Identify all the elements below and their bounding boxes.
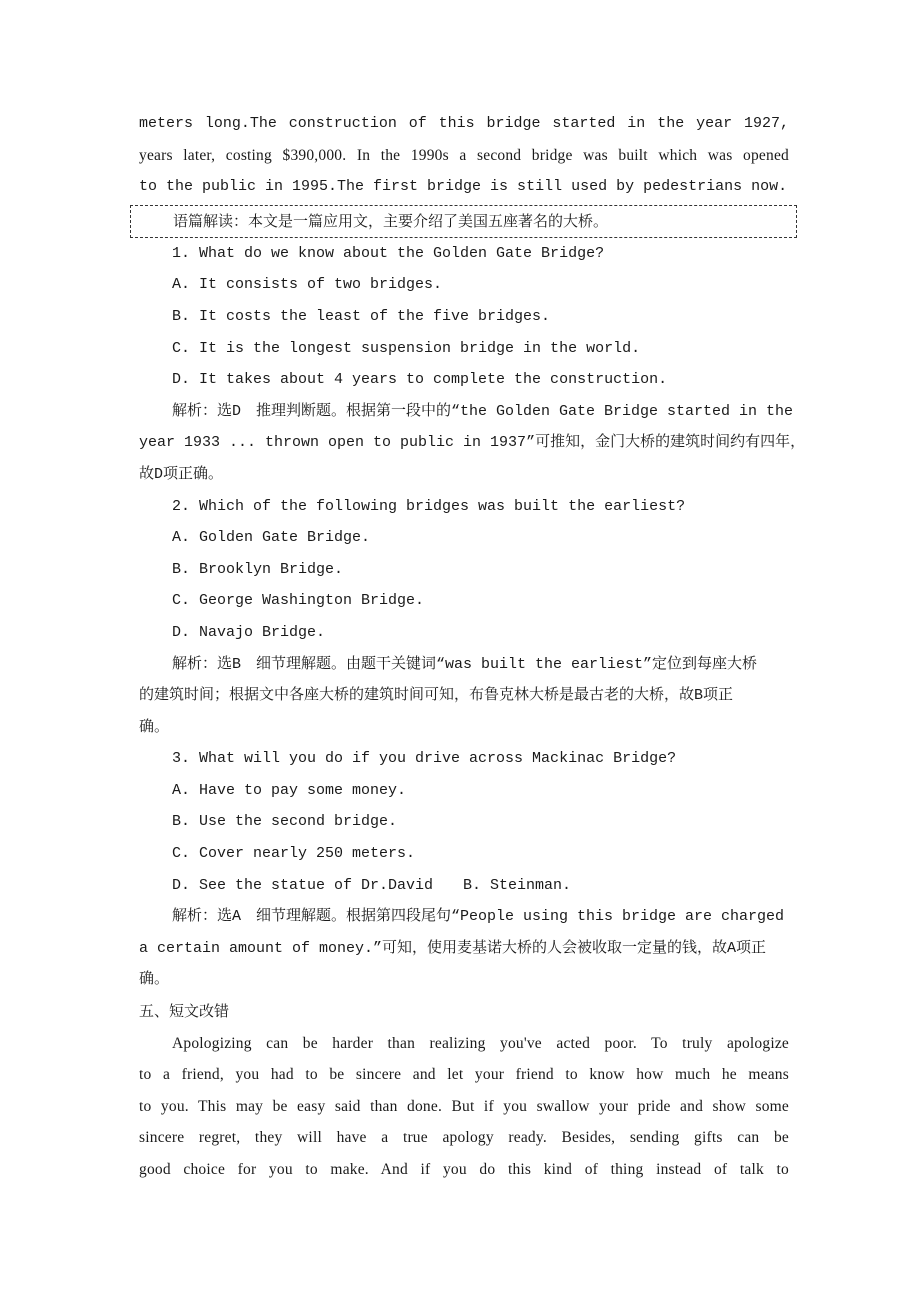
analysis-line: 解析：选D 推理判断题。根据第一段中的“the Golden Gate Bridge started in the bbox=[172, 402, 794, 420]
analysis-line: a certain amount of money.”可知，使用麦基诺大桥的人会被收取一定量的钱，故A项正 bbox=[139, 939, 767, 957]
analysis-line: 确。 bbox=[139, 971, 170, 989]
section-title: 五、短文改错 bbox=[139, 1002, 230, 1021]
option: C. George Washington Bridge. bbox=[172, 592, 425, 610]
question-stem: 1. What do we know about the Golden Gate Bridge? bbox=[172, 244, 605, 262]
correction-line: good choice for you to make. And if you do this kind of thing instead of talk to bbox=[139, 1161, 789, 1178]
option: A. It consists of two bridges. bbox=[172, 276, 443, 294]
question-2 bbox=[139, 491, 789, 744]
analysis-line: 的建筑时间；根据文中各座大桥的建筑时间可知，布鲁克林大桥是最古老的大桥，故B项正 bbox=[139, 687, 734, 705]
correction-line: to you. This may be easy said than done. But if you swallow your pride and show some bbox=[139, 1097, 789, 1115]
correction-line: to a friend, you had to be sincere and let your friend to know how much he means bbox=[139, 1066, 789, 1084]
document-page bbox=[139, 108, 806, 1186]
analysis-line: 确。 bbox=[139, 718, 170, 736]
option: C. Cover nearly 250 meters. bbox=[172, 845, 416, 863]
option: B. Brooklyn Bridge. bbox=[172, 560, 344, 578]
question-stem: 3. What will you do if you drive across Mackinac Bridge? bbox=[172, 750, 677, 768]
analysis-line: 解析：选A 细节理解题。根据第四段尾句“People using this bridge are charged bbox=[172, 908, 785, 926]
option: C. It is the longest suspension bridge in the world. bbox=[172, 339, 641, 357]
passage-line: years later, costing $390,000. In the 1990s a second bridge was built which was opened bbox=[139, 146, 789, 164]
passage-line: to the public in 1995.The first bridge is still used by pedestrians now. bbox=[139, 178, 788, 196]
correction-passage bbox=[139, 1028, 789, 1186]
question-stem: 2. Which of the following bridges was built the earliest? bbox=[172, 497, 686, 515]
option: D. Navajo Bridge. bbox=[172, 623, 326, 641]
option: A. Golden Gate Bridge. bbox=[172, 529, 371, 547]
option: D. See the statue of Dr.David B. Steinman. bbox=[172, 876, 572, 894]
question-1 bbox=[139, 238, 806, 491]
correction-line: sincere regret, they will have a true apology ready. Besides, sending gifts can be bbox=[139, 1129, 789, 1147]
summary-box: 语篇解读：本文是一篇应用文，主要介绍了美国五座著名的大桥。 bbox=[130, 205, 797, 238]
option: A. Have to pay some money. bbox=[172, 781, 407, 799]
question-3 bbox=[139, 743, 789, 996]
passage-line: meters long.The construction of this bridge started in the year 1927, bbox=[139, 115, 789, 132]
option: B. Use the second bridge. bbox=[172, 813, 398, 831]
analysis-line: 故D项正确。 bbox=[139, 465, 224, 483]
passage-end bbox=[139, 108, 789, 203]
option: B. It costs the least of the five bridges. bbox=[172, 307, 551, 325]
analysis-line: 解析：选B 细节理解题。由题干关键词“was built the earliest”定位到每座大桥 bbox=[172, 655, 758, 673]
analysis-line: year 1933 ... thrown open to public in 1937”可推知，金门大桥的建筑时间约有四年， bbox=[139, 434, 806, 452]
option: D. It takes about 4 years to complete the construction. bbox=[172, 371, 668, 389]
correction-line: Apologizing can be harder than realizing you've acted poor. To truly apologize bbox=[172, 1034, 789, 1052]
